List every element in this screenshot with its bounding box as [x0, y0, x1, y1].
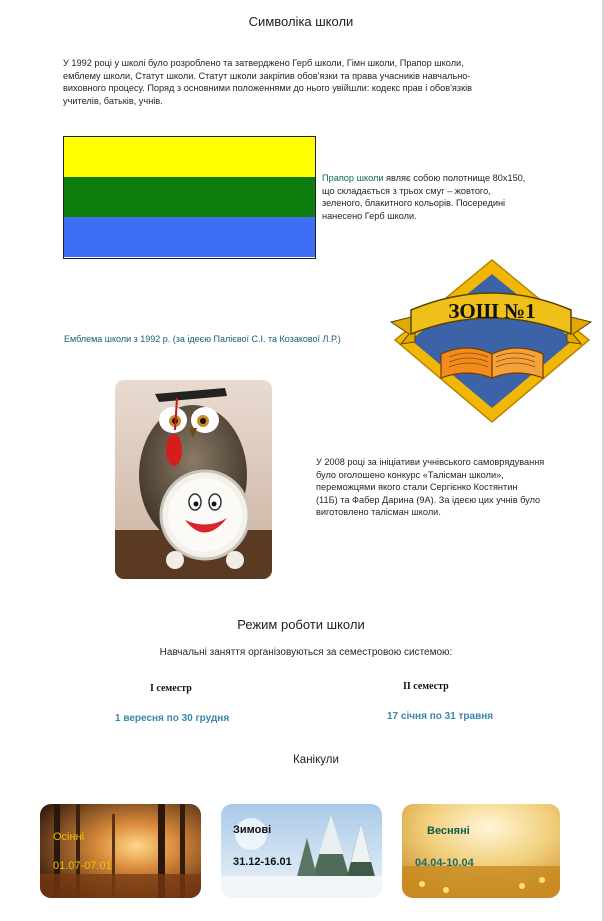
spring-label: Весняні [427, 825, 470, 837]
mascot-description [316, 456, 591, 519]
autumn-label: Осінні [53, 831, 85, 843]
school-flag [63, 136, 316, 259]
flag-desc-line: нанесено Герб школи. [322, 210, 417, 221]
semester-1-dates: 1 вересня по 30 грудня [115, 713, 230, 724]
symbolics-title: Символіка школи [248, 14, 354, 29]
semester-2-dates: 17 січня по 31 травня [387, 711, 494, 722]
winter-label: Зимові [233, 824, 272, 836]
winter-forest-image [221, 804, 382, 898]
autumn-forest-image [40, 804, 201, 898]
flag-band-yellow [64, 137, 315, 177]
flag-band-blue [64, 217, 315, 257]
holiday-card-winter [221, 804, 382, 898]
winter-dates: 31.12-16.01 [233, 856, 292, 868]
flag-desc-line: що складається з трьох смуг – жовтого, [322, 185, 491, 196]
spring-dates: 04.04-10.04 [415, 857, 474, 869]
intro-line: учителів, батьків, учнів. [63, 95, 163, 106]
holidays-title: Канікули [293, 754, 339, 766]
flag-highlight: Прапор школи [322, 173, 384, 183]
mascot-illustration [115, 380, 272, 579]
emblem-logo-text: ЗОШ №1 [448, 299, 536, 323]
mascot-line: переможцями якого стали Сергієнко Костянтин [316, 482, 518, 493]
mascot-line: У 2008 році за ініціативи учнівського самоврядування [316, 457, 545, 467]
schedule-subtitle: Навчальні заняття організовуються за семестровою системою: [159, 647, 453, 658]
mascot-photo [115, 380, 272, 579]
emblem-caption: Емблема школи з 1992 р. (за ідеєю Палієвої С.І. та Козакової Л.Р.) [64, 334, 341, 344]
holiday-card-spring [402, 804, 560, 898]
symbolics-intro [63, 57, 553, 107]
flag-description [322, 172, 572, 222]
schedule-title: Режим роботи школи [237, 617, 365, 632]
school-emblem [389, 258, 593, 424]
semester-2-title: ІІ семестр [403, 681, 449, 692]
mascot-line: було оголошено конкурс «Талісман школи», [316, 469, 504, 480]
mascot-line: виготовлено талісман школи. [316, 507, 441, 518]
semester-1-title: І семестр [150, 683, 192, 694]
flag-desc-line-1: Прапор школи являє собою полотнище 80х150, [322, 173, 526, 183]
holiday-card-autumn [40, 804, 201, 898]
flag-band-green [64, 177, 315, 217]
flag-desc-line: зеленого, блакитного кольорів. Посередині [322, 198, 506, 209]
spring-field-image [402, 804, 560, 898]
intro-line: виховного процесу. Поряд з основними положеннями до нього увійшли: кодекс прав і обов'язків [63, 83, 473, 94]
mascot-line: (11Б) та Фабер Дарина (9А). За ідеєю цих учнів було [316, 494, 541, 505]
intro-line: емблему школи, Статут школи. Статут школи закріпив обов'язки та права учасників навчально- [63, 70, 471, 81]
autumn-dates: 01.07-07.01 [53, 860, 112, 872]
intro-line: У 1992 році у школі було розроблено та затверджено Герб школи, Гімн школи, Прапор школи, [63, 58, 464, 68]
